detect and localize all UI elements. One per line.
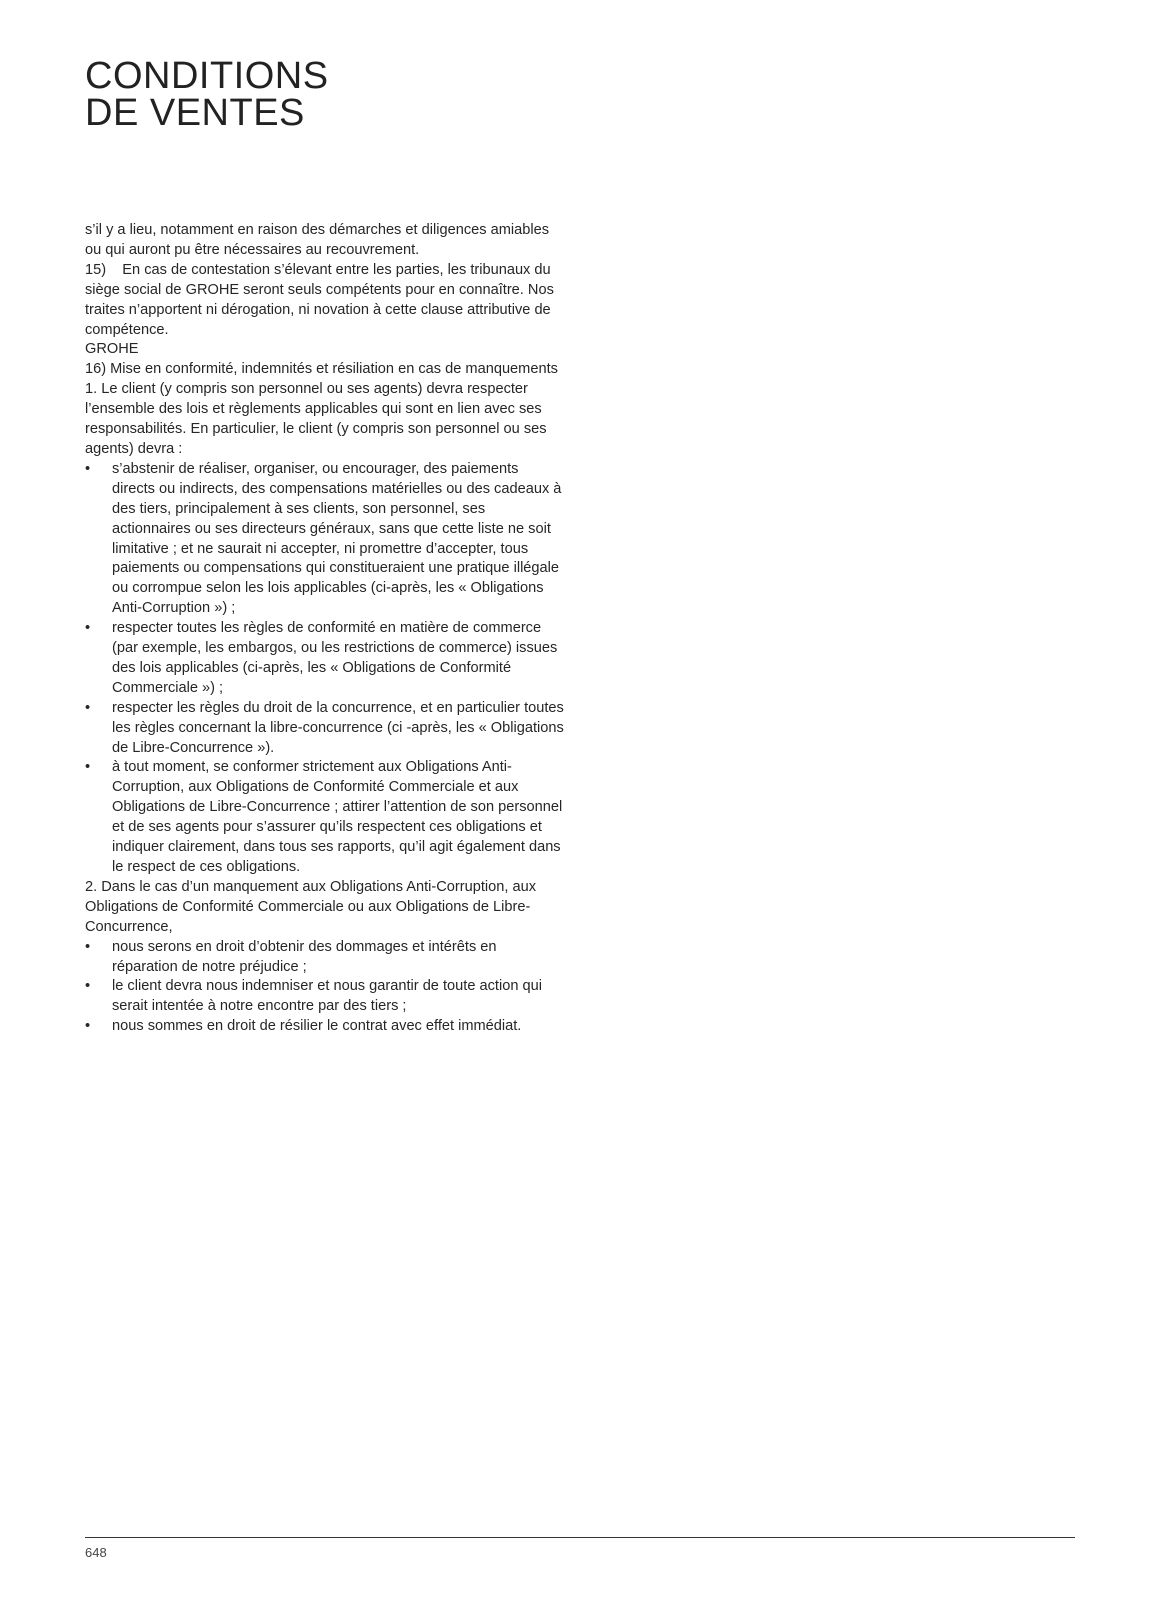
clause-15-paragraph: 15) En cas de contestation s’élevant entre les parties, les tribunaux du siège social de GROHE seront seuls compétents pour en connaître. Nos traites n’apportent ni dérogation, ni novation à cette clause attributive de compétence. bbox=[85, 261, 554, 338]
list-item bbox=[85, 938, 565, 978]
page-title bbox=[85, 55, 329, 134]
list-item-text: s’abstenir de réaliser, organiser, ou encourager, des paiements directs ou indirects, des compensations matérielles ou des cadeaux à des tiers, principalement à ses clients, son personnel, ses actionnaires ou ses directeurs généraux, sans que cette liste ne soit limitative ; et ne saurait ni accepter, ni promettre d’accepter, tous paiements ou compensations qui constitueraient une pratique illégale ou corrompue selon les lois applicables (ci-après, les « Obligations Anti-Corruption ») ; bbox=[112, 460, 562, 617]
list-item-text: à tout moment, se conformer strictement aux Obligations Anti-Corruption, aux Obligations de Conformité Commerciale et aux Obligations de Libre-Concurrence ; attirer l’attention de son personnel et de ses agents pour s’assurer qu’ils respectent ces obligations et indiquer clairement, dans tous ses rapports, qu’il agit également dans le respect de ces obligations. bbox=[112, 759, 563, 875]
list-item bbox=[85, 1017, 565, 1037]
point-1-intro: 1. Le client (y compris son personnel ou ses agents) devra respecter l’ensemble des lois et règlements applicables qui sont en lien avec ses responsabilités. En particulier, le client (y compris son personnel ou ses agents) devra : bbox=[85, 381, 547, 457]
bullet-icon: • bbox=[85, 699, 91, 716]
footer-divider bbox=[85, 1537, 1075, 1538]
list-item bbox=[85, 699, 565, 759]
bullet-icon: • bbox=[85, 460, 91, 477]
list-item-text: nous serons en droit d’obtenir des dommages et intérêts en réparation de notre préjudice ; bbox=[112, 938, 497, 975]
bullet-icon: • bbox=[85, 1018, 91, 1035]
page-title-line-1: CONDITIONS bbox=[85, 55, 329, 97]
consequences-list bbox=[85, 938, 565, 1038]
section-16-heading: 16) Mise en conformité, indemnités et résiliation en cas de manquements bbox=[85, 361, 558, 378]
bullet-icon: • bbox=[85, 620, 91, 637]
bullet-icon: • bbox=[85, 759, 91, 776]
list-item bbox=[85, 460, 565, 619]
bullet-icon: • bbox=[85, 978, 91, 995]
list-item-text: le client devra nous indemniser et nous garantir de toute action qui serait intentée à notre encontre par des tiers ; bbox=[112, 978, 542, 1015]
list-item-text: respecter toutes les règles de conformité en matière de commerce (par exemple, les embargos, ou les restrictions de commerce) issues des lois applicables (ci-après, les « Obligations de Conformité Commerciale ») ; bbox=[112, 620, 558, 696]
page-number: 648 bbox=[85, 1545, 107, 1560]
list-item bbox=[85, 977, 565, 1017]
company-name: GROHE bbox=[85, 341, 139, 358]
list-item-text: nous sommes en droit de résilier le contrat avec effet immédiat. bbox=[112, 1018, 522, 1035]
list-item-text: respecter les règles du droit de la concurrence, et en particulier toutes les règles concernant la libre-concurrence (ci -après, les « Obligations de Libre-Concurrence »). bbox=[112, 699, 564, 756]
point-2-intro: 2. Dans le cas d’un manquement aux Obligations Anti-Corruption, aux Obligations de Conformité Commerciale ou aux Obligations de Libre-Concurrence, bbox=[85, 878, 537, 935]
intro-paragraph: s’il y a lieu, notamment en raison des démarches et diligences amiables ou qui auront pu être nécessaires au recouvrement. bbox=[85, 222, 549, 258]
obligations-list bbox=[85, 460, 565, 878]
page-title-line-2: DE VENTES bbox=[85, 92, 305, 134]
list-item bbox=[85, 758, 565, 877]
bullet-icon: • bbox=[85, 938, 91, 955]
list-item bbox=[85, 619, 565, 699]
document-body bbox=[85, 221, 565, 1037]
